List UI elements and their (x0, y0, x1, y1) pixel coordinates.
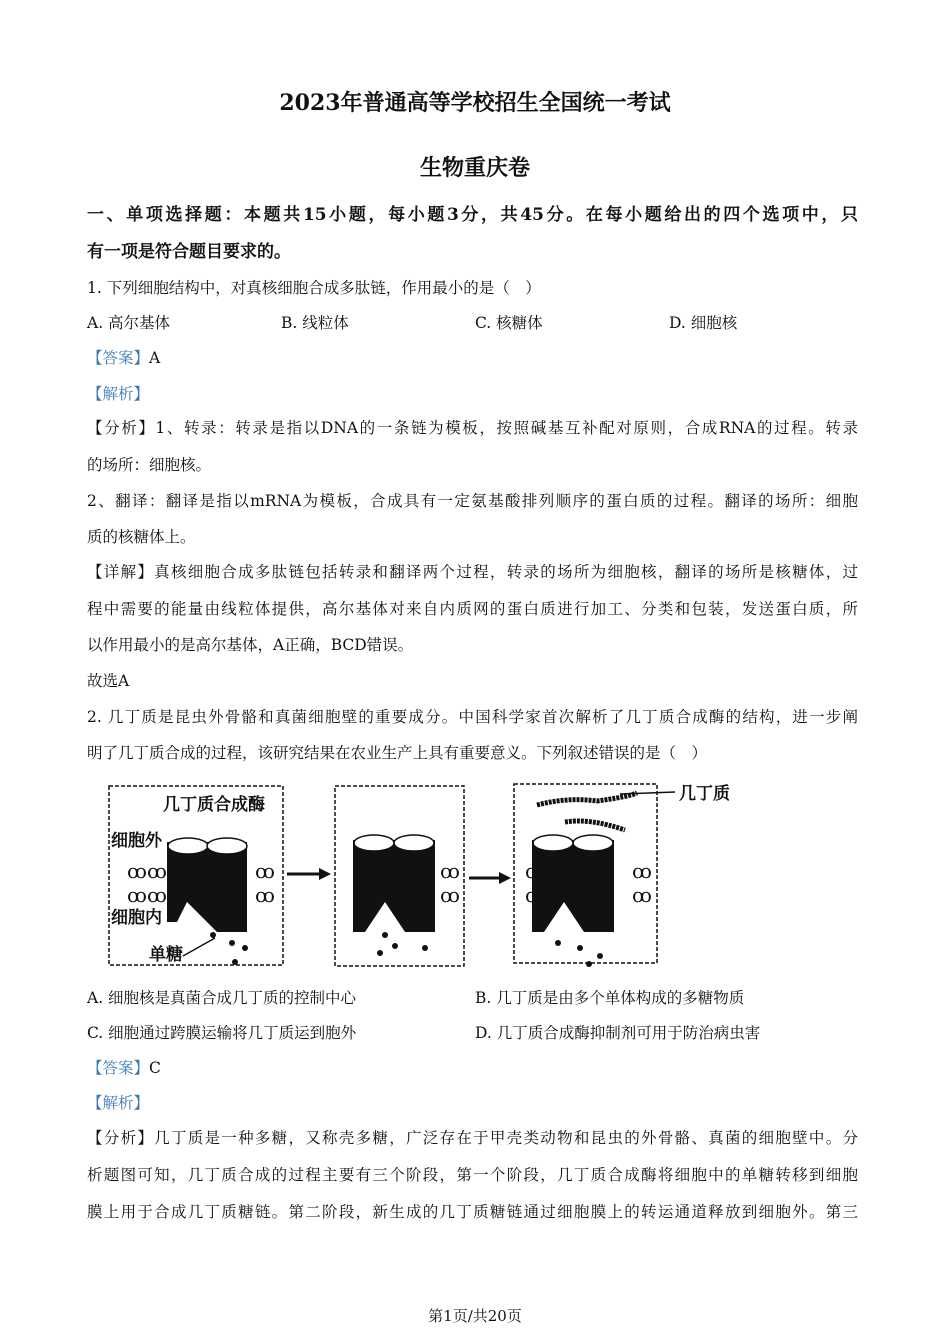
label-outside: 细胞外 (111, 831, 162, 851)
svg-text:ꝏ: ꝏ (525, 883, 545, 907)
svg-text:ꝏ: ꝏ (255, 859, 275, 883)
q2-answer (87, 1058, 858, 1078)
monosaccharide-dots (210, 932, 603, 967)
answer-tag: 【答案】 (87, 349, 150, 367)
svg-text:ꝏ: ꝏ (440, 883, 460, 907)
chitin-chain (565, 821, 625, 830)
q2-stem-cont: 明了几丁质合成的过程，该研究结果在农业生产上具有重要意义。下列叙述错误的是（ ） (87, 744, 708, 762)
q1-option-c: C. 核糖体 (475, 314, 543, 332)
answer-tag: 【答案】 (87, 1059, 150, 1077)
q2-option-c: C. 细胞通过跨膜运输将几丁质运到胞外 (87, 1024, 357, 1042)
label-sugar: 单糖 (149, 945, 183, 965)
svg-text:ꝏ: ꝏ (255, 883, 275, 907)
section-heading-cont: 有一项是符合题目要求的。 (87, 242, 291, 262)
q1-text-line: 【分析】1、转录：转录是指以DNA的一条链为模板，按照碱基互补配对原则，合成RNA的过程。转录 (87, 419, 858, 437)
q1-text-line: 质的核糖体上。 (87, 528, 196, 546)
svg-text:ꝏ: ꝏ (632, 859, 652, 883)
label-chitin: 几丁质 (679, 784, 730, 804)
q2-text-line: 析题图可知，几丁质合成的过程主要有三个阶段，第一个阶段，几丁质合成酶将细胞中的单糖转移到细胞 (87, 1166, 858, 1184)
q1-text-line: 的场所：细胞核。 (87, 456, 212, 474)
exam-subtitle: 生物重庆卷 (419, 155, 530, 181)
q1-option-a: A. 高尔基体 (87, 314, 171, 332)
q2-analysis-tag: 【解析】 (87, 1094, 150, 1112)
q2-text-line: 【分析】几丁质是一种多糖，又称壳多糖，广泛存在于甲壳类动物和昆虫的外骨骼、真菌的细胞壁中。分 (87, 1129, 858, 1147)
q1-stem: 1. 下列细胞结构中，对真核细胞合成多肽链，作用最小的是（ ） (87, 279, 541, 297)
q2-option-b: B. 几丁质是由多个单体构成的多糖物质 (475, 989, 745, 1007)
page-number: 第1页/共20页 (428, 1307, 522, 1325)
exam-title: 2023年普通高等学校招生全国统一考试 (279, 90, 671, 116)
q1-text-line: 2、翻译：翻译是指以mRNA为模板，合成具有一定氨基酸排列顺序的蛋白质的过程。翻译的场所：细胞 (87, 492, 858, 510)
svg-text:ꝏꝏ: ꝏꝏ (127, 859, 167, 883)
svg-text:ꝏꝏ: ꝏꝏ (127, 883, 167, 907)
svg-text:ꝏ: ꝏ (440, 859, 460, 883)
q1-option-d: D. 细胞核 (669, 314, 738, 332)
label-inside: 细胞内 (111, 908, 162, 928)
q1-answer (87, 348, 858, 368)
q2-text-line: 膜上用于合成几丁质糖链。第二阶段，新生成的几丁质糖链通过细胞膜上的转运通道释放到细胞外。第三 (87, 1203, 858, 1221)
q2-option-a: A. 细胞核是真菌合成几丁质的控制中心 (87, 989, 357, 1007)
answer-value: C (149, 1059, 161, 1077)
svg-text:ꝏ: ꝏ (632, 883, 652, 907)
q1-option-b: B. 线粒体 (281, 314, 349, 332)
q2-option-d: D. 几丁质合成酶抑制剂可用于防治病虫害 (475, 1024, 761, 1042)
label-enzyme: 几丁质合成酶 (163, 795, 265, 815)
q1-text-line: 【详解】真核细胞合成多肽链包括转录和翻译两个过程，转录的场所为细胞核，翻译的场所是核糖体，过 (87, 563, 858, 581)
q1-text-line: 故选A (87, 672, 130, 690)
q2-stem: 2. 几丁质是昆虫外骨骼和真菌细胞壁的重要成分。中国科学家首次解析了几丁质合成酶的结构，进一步阐 (87, 708, 858, 726)
section-heading: 一、单项选择题：本题共15小题，每小题3分，共45分。在每小题给出的四个选项中，只 (87, 205, 858, 225)
chitin-synthesis-figure (105, 780, 755, 970)
q1-text-line: 以作用最小的是高尔基体，A正确，BCD错误。 (87, 636, 414, 654)
svg-text:ꝏ: ꝏ (525, 859, 545, 883)
q1-analysis-tag: 【解析】 (87, 385, 150, 403)
answer-value: A (149, 349, 161, 367)
chitin-chain (537, 793, 637, 805)
q1-text-line: 程中需要的能量由线粒体提供，高尔基体对来自内质网的蛋白质进行加工、分类和包装，发送蛋白质，所 (87, 600, 858, 618)
